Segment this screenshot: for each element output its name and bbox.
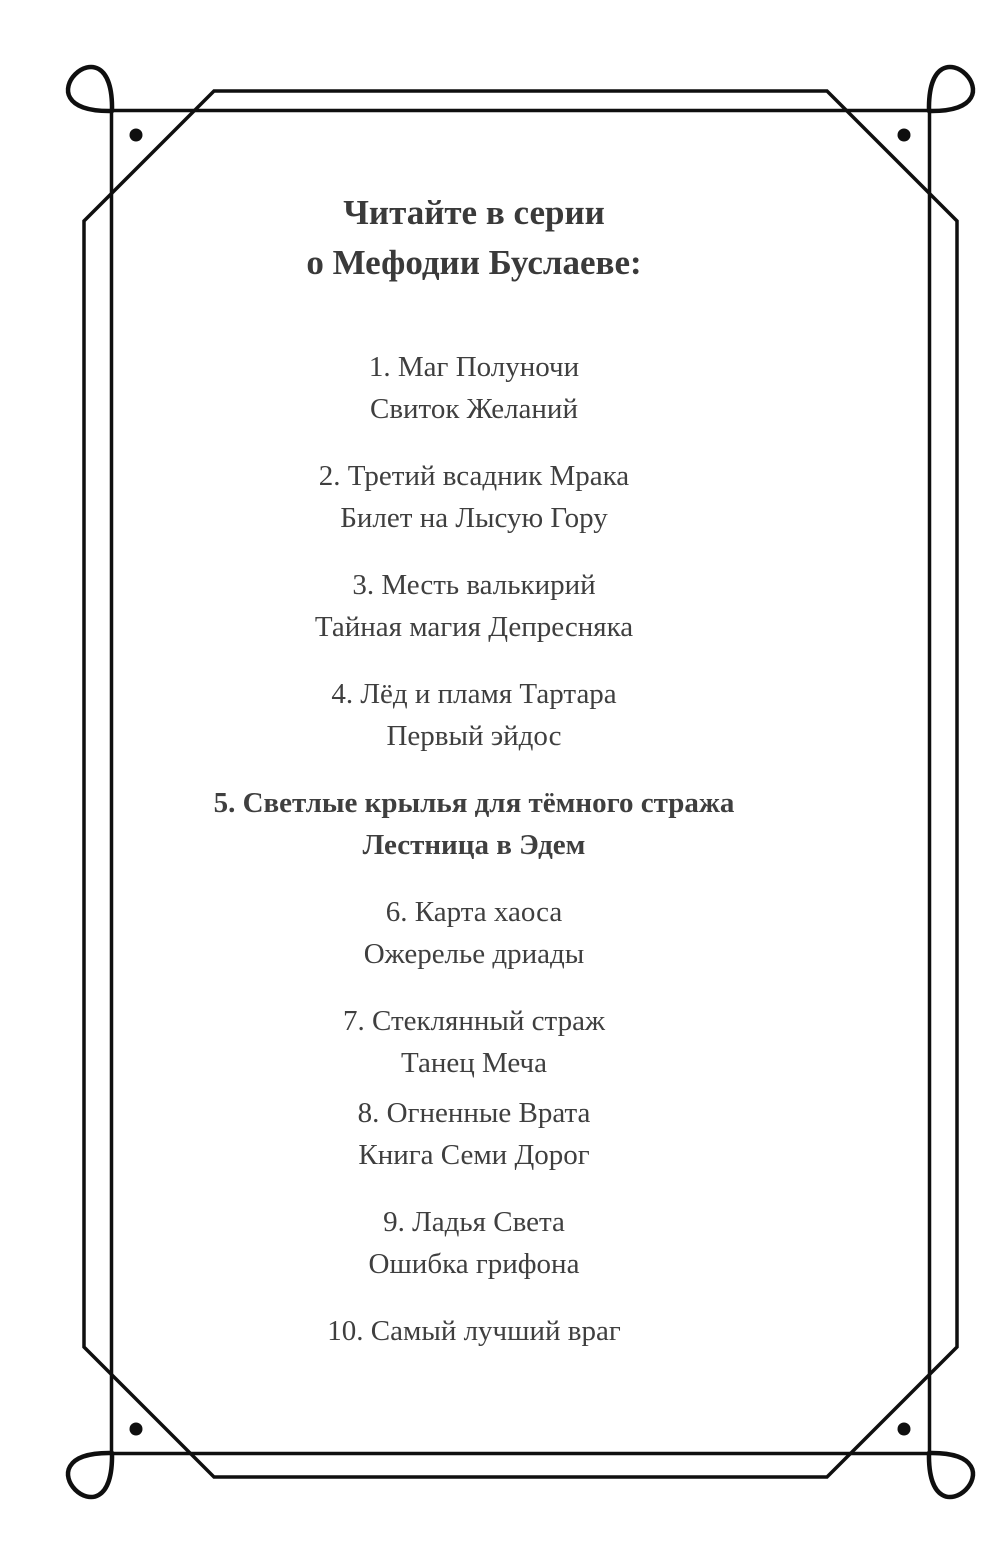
- book-companion-line: Танец Меча: [400, 1047, 548, 1079]
- book-companion-line: Ошибка грифона: [368, 1248, 580, 1280]
- book-companion-line: Книга Семи Дорог: [358, 1139, 590, 1171]
- book-title-line: [113, 782, 835, 824]
- book-title-line: [113, 346, 835, 388]
- book-title: Лёд и пламя Тартара: [360, 678, 617, 710]
- book-companion-line: Билет на Лысую Гору: [340, 502, 608, 534]
- book-title: Самый лучший враг: [370, 1315, 621, 1347]
- series-heading-line1: Читайте в серии: [343, 193, 605, 232]
- book-item-6: [113, 891, 835, 975]
- book-title: Маг Полуночи: [397, 351, 580, 383]
- book-item-1: [113, 346, 835, 430]
- book-item-3: [113, 564, 835, 648]
- book-title-line: [113, 891, 835, 933]
- book-number: 3.: [352, 569, 375, 601]
- book-companion-line: Ожерелье дриады: [363, 938, 585, 970]
- corner-dot-bottom-left: [130, 1423, 143, 1436]
- book-item-7: [113, 1000, 835, 1084]
- corner-loop-top-left-icon: [68, 67, 112, 111]
- book-list: [113, 346, 835, 1352]
- corner-loop-bottom-right-icon: [929, 1453, 973, 1497]
- book-title: Месть валькирий: [381, 569, 596, 601]
- book-number: 8.: [357, 1097, 380, 1129]
- book-number: 1.: [368, 351, 391, 383]
- book-title-line: [113, 455, 835, 497]
- book-title-line: [113, 1000, 835, 1042]
- book-title-line: [113, 564, 835, 606]
- book-companion-line: Первый эйдос: [386, 720, 562, 752]
- book-title-line: [113, 673, 835, 715]
- book-title-line: [113, 1092, 835, 1134]
- book-number: 4.: [331, 678, 354, 710]
- book-title-line: [113, 1310, 835, 1352]
- book-title: Светлые крылья для тёмного стража: [242, 787, 735, 819]
- corner-loop-bottom-left-icon: [68, 1453, 112, 1497]
- series-heading: [113, 188, 835, 288]
- book-title: Карта хаоса: [414, 896, 563, 928]
- book-companion-line: Свиток Желаний: [370, 393, 578, 425]
- book-item-4: [113, 673, 835, 757]
- book-item-5: [113, 782, 835, 866]
- series-heading-line2: о Мефодии Буслаеве:: [306, 243, 642, 282]
- book-number: 2.: [318, 460, 341, 492]
- book-title: Стеклянный страж: [371, 1005, 605, 1037]
- book-title: Третий всадник Мрака: [347, 460, 630, 492]
- page-content: [113, 0, 835, 1377]
- corner-dot-top-right: [898, 129, 911, 142]
- book-title: Огненные Врата: [386, 1097, 591, 1129]
- book-number: 6.: [385, 896, 408, 928]
- book-title: Ладья Света: [412, 1206, 565, 1238]
- book-item-2: [113, 455, 835, 539]
- book-item-10: [113, 1310, 835, 1352]
- book-item-9: [113, 1201, 835, 1285]
- book-number: 9.: [383, 1206, 405, 1238]
- book-companion-line: Лестница в Эдем: [362, 829, 586, 861]
- book-number: 10.: [327, 1315, 364, 1347]
- book-number: 7.: [342, 1005, 365, 1037]
- corner-loop-top-right-icon: [929, 67, 973, 111]
- book-number: 5.: [213, 787, 236, 819]
- book-companion-line: Тайная магия Депресняка: [314, 611, 634, 643]
- corner-dot-bottom-right: [898, 1423, 911, 1436]
- book-title-line: [113, 1201, 835, 1243]
- book-item-8: [113, 1092, 835, 1176]
